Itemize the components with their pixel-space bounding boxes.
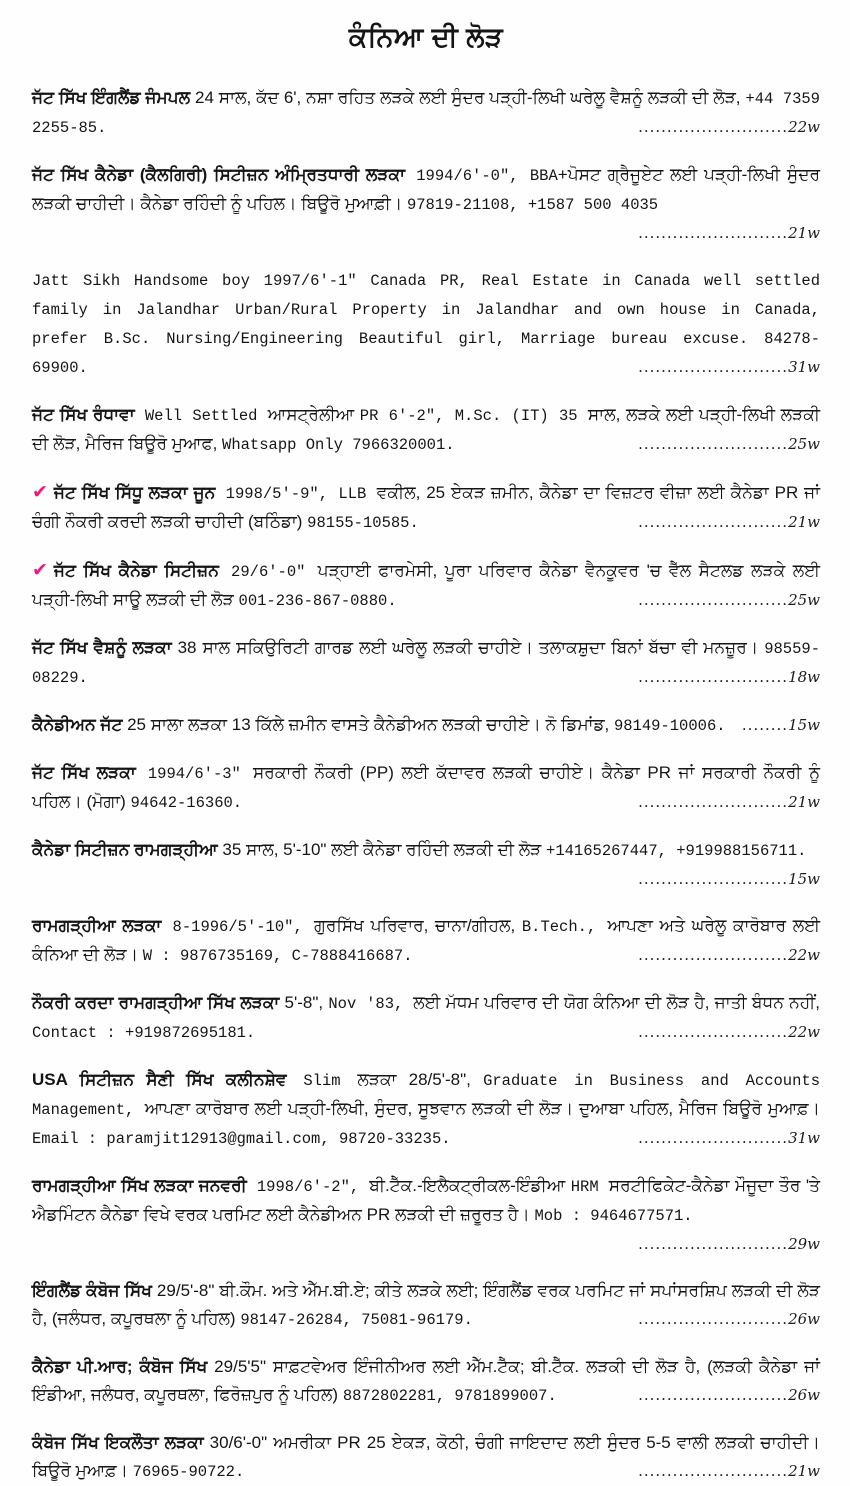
leader-dots: ..........................: [638, 870, 789, 888]
ad-latin-text: 98149-10006.: [613, 717, 726, 735]
ad-lead-text: ਕੈਨੇਡੀਅਨ ਜੱਟ: [32, 715, 123, 734]
ad-latin-text: 1998/5'-9", LLB: [215, 485, 377, 503]
leader-dots: ..........................: [638, 435, 789, 453]
leader-dots: ..........................: [638, 358, 789, 376]
word-count-value: 18w: [788, 668, 820, 686]
ad-lead-text: ਇੰਗਲੈਂਡ ਕੰਬੋਜ ਸਿੱਖ: [32, 1281, 152, 1300]
classified-ad: [32, 1353, 820, 1410]
word-count-value: 21w: [788, 1462, 820, 1480]
leader-dots: ..........................: [638, 1462, 789, 1480]
ad-latin-text: 1994/6'-3": [135, 765, 253, 783]
ad-latin-text: Whatsapp Only 7966320001.: [222, 436, 455, 454]
ad-lead-text: ਰਾਮਗੜ੍ਹੀਆ ਸਿੱਖ ਲੜਕਾ ਜਨਵਰੀ: [32, 1176, 247, 1195]
ad-latin-text: 98147-26284, 75081-96179.: [240, 1311, 473, 1329]
ad-body-text: ਲੜਕਾ 28/5'-8",: [357, 1070, 484, 1089]
ad-latin-text: 98155-10585.: [307, 514, 419, 532]
word-count-value: 21w: [788, 513, 820, 531]
ad-latin-text: W : 9876735169, C-7888416687.: [142, 947, 413, 965]
ad-body-text: ਆਪਣਾ ਕਾਰੋਬਾਰ ਲਈ ਪੜ੍ਹੀ-ਲਿਖੀ, ਸੁੰਦਰ, ਸੂਝਵਾਨ ਲੜਕੀ ਦੀ ਲੋੜ। ਦੁਆਬਾ ਪਹਿਲ, ਮੈਰਿਜ ਬਿਊਰੋ ਮੁਆਫ਼।: [144, 1099, 820, 1118]
leader-dots: ..........................: [638, 1023, 789, 1041]
ad-body-text: 29/5'5" ਸਾਫ਼ਟਵੇਅਰ ਇੰਜੀਨੀਅਰ ਲਈ ਐੱਮ.ਟੈੱਕ; ਬੀ.ਟੈੱਕ. ਲੜਕੀ ਦੀ ਲੋੜ ਹੈ, (ਲੜਕੀ ਕੈਨੇਡਾ ਜਾਂ ਇੰਡੀਆ, ਜਲੰਧਰ, ਕਪੂਰਥਲਾ, ਫਿਰੋਜ਼ਪੁਰ ਨੂੰ ਪਹਿਲ): [32, 1357, 820, 1404]
ad-latin-text: 98559-08229.: [32, 640, 820, 687]
ad-latin-text: Contact : +919872695181.: [32, 1024, 256, 1042]
word-count: [638, 219, 820, 247]
word-count: [638, 508, 820, 536]
ad-lead-text: ਕੈਨੇਡਾ ਸਿਟੀਜ਼ਨ ਰਾਮਗੜ੍ਹੀਆ: [32, 840, 218, 859]
ad-body-text: 25 ਸਾਲਾ ਲੜਕਾ 13 ਕਿੱਲੇ ਜ਼ਮੀਨ ਵਾਸਤੇ ਕੈਨੇਡੀਅਨ ਲੜਕੀ ਚਾਹੀਏ। ਨੋ ਡਿਮਾਂਡ,: [122, 715, 614, 734]
ad-body-text: ਸਰਕਾਰੀ ਨੌਕਰੀ (PP) ਲਈ ਕੱਦਾਵਰ ਲੜਕੀ ਚਾਹੀਏ। ਕੈਨੇਡਾ PR ਜਾਂ ਸਰਕਾਰੀ ਨੌਕਰੀ ਨੂੰ ਪਹਿਲ। (ਮੋਗਾ): [32, 763, 820, 811]
word-count-value: 26w: [788, 1386, 820, 1404]
leader-dots: ..........................: [638, 1310, 789, 1328]
ad-body-text: ਪੜ੍ਹਾਈ ਫਾਰਮੇਸੀ, ਪੂਰਾ ਪਰਿਵਾਰ ਕੈਨੇਡਾ ਵੈਨਕੂਵਰ 'ਚ ਵੈੱਲ ਸੈਟਲਡ ਲੜਕੇ ਲਈ ਪੜ੍ਹੀ-ਲਿਖੀ ਸਾਊ ਲੜਕੀ ਦੀ ਲੋੜ: [32, 561, 821, 609]
classified-ad: [32, 711, 820, 740]
classified-ad: [32, 836, 820, 893]
ad-lead-text: ਰਾਮਗੜ੍ਹੀਆ ਲੜਕਾ: [32, 916, 162, 935]
word-count: [638, 663, 820, 691]
leader-dots: ..........................: [638, 1386, 789, 1404]
word-count: [638, 1457, 820, 1485]
word-count: [638, 586, 820, 614]
ad-latin-text: B.Tech.,: [521, 918, 608, 936]
ad-latin-text: Email : paramjit12913@gmail.com, 98720-33235.: [32, 1130, 451, 1148]
classified-ad: [32, 1172, 820, 1258]
ad-body-text: ਲਈ ਮੱਧਮ ਪਰਿਵਾਰ ਦੀ ਯੋਗ ਕੰਨਿਆ ਦੀ ਲੋੜ ਹੈ, ਜਾਤੀ ਬੰਧਨ ਨਹੀਂ,: [413, 993, 820, 1012]
word-count: [638, 1018, 820, 1046]
classified-ad: [32, 161, 820, 247]
ad-latin-text: 94642-16360.: [130, 794, 243, 812]
ad-latin-text: +14165267447, +919988156711.: [546, 842, 807, 860]
leader-dots: ..........................: [638, 668, 789, 686]
ad-latin-text: 76965-90722.: [132, 1463, 245, 1481]
leader-dots: ..........................: [638, 513, 789, 531]
ad-latin-text: 001-236-867-0880.: [238, 592, 397, 610]
classified-ad: [32, 1429, 820, 1486]
ad-latin-text: Mob : 9464677571.: [534, 1207, 693, 1225]
word-count: [638, 1230, 820, 1258]
word-count: [638, 430, 820, 458]
word-count-value: 21w: [788, 793, 820, 811]
ad-body-text: 38 ਸਾਲ ਸਕਿਉਰਿਟੀ ਗਾਰਡ ਲਈ ਘਰੇਲੂ ਲੜਕੀ ਚਾਹੀਏ। ਤਲਾਕਸ਼ੁਦਾ ਬਿਨਾਂ ਬੱਚਾ ਵੀ ਮਨਜ਼ੂਰ।: [171, 638, 765, 657]
classified-ad: [32, 266, 820, 382]
ad-lead-text: ਨੌਕਰੀ ਕਰਦਾ ਰਾਮਗੜ੍ਹੀਆ ਸਿੱਖ ਲੜਕਾ: [32, 993, 280, 1012]
word-count-value: 22w: [788, 1023, 820, 1041]
ad-latin-text: Slim: [286, 1072, 358, 1090]
classified-ad: [32, 84, 820, 142]
leader-dots: ..........................: [638, 224, 789, 242]
ad-latin-text: 8872802281, 9781899007.: [342, 1387, 557, 1405]
leader-dots: ........: [741, 716, 789, 734]
ad-lead-text: ਜੱਟ ਸਿੱਖ ਸਿੱਧੂ ਲੜਕਾ ਜੂਨ: [53, 483, 216, 502]
classified-ad: [32, 478, 820, 537]
leader-dots: ..........................: [638, 946, 789, 964]
ad-body-text: 29/5'-8" ਬੀ.ਕੌਮ. ਅਤੇ ਐੱਮ.ਬੀ.ਏ; ਕੀਤੇ ਲੜਕੇ ਲਈ; ਇੰਗਲੈਂਡ ਵਰਕ ਪਰਮਿਟ ਜਾਂ ਸਪਾਂਸਰਸ਼ਿਪ ਲੜਕੀ ਦੀ ਲੋੜ ਹੈ, (ਜਲੰਧਰ, ਕਪੂਰਥਲਾ ਨੂੰ ਪਹਿਲ): [32, 1281, 820, 1328]
word-count-value: 31w: [788, 358, 820, 376]
word-count: [638, 941, 820, 969]
word-count: [638, 788, 820, 816]
leader-dots: ..........................: [638, 1235, 789, 1253]
page-title: ਕੰਨਿਆ ਦੀ ਲੋੜ: [348, 22, 504, 52]
ad-lead-text: ਜੱਟ ਸਿੱਖ ਕੈਨੇਡਾ ਸਿਟੀਜ਼ਨ: [53, 561, 219, 580]
word-count: [638, 1305, 820, 1333]
ad-latin-text: 8-1996/5'-10",: [161, 918, 315, 936]
leader-dots: ..........................: [638, 118, 789, 136]
classified-ad: [32, 1277, 820, 1334]
ad-body-text: ਆਪਣਾ ਅਤੇ ਘਰੇਲੂ ਕਾਰੋਬਾਰ ਲਈ ਕੰਨਿਆ ਦੀ ਲੋੜ।: [32, 916, 820, 964]
word-count-value: 31w: [788, 1129, 820, 1147]
ad-lead-text: ਜੱਟ ਸਿੱਖ ਲੜਕਾ: [32, 763, 136, 782]
word-count-value: 21w: [788, 224, 820, 242]
word-count-value: 22w: [788, 946, 820, 964]
leader-dots: ..........................: [638, 793, 789, 811]
word-count-value: 29w: [788, 1235, 820, 1253]
word-count-value: 25w: [788, 435, 820, 453]
ad-body-text: ਬੀ.ਟੈੱਕ.-ਇਲੈਕਟ੍ਰੀਕਲ-ਇੰਡੀਆ: [369, 1176, 571, 1195]
word-count-value: 26w: [788, 1310, 820, 1328]
ad-latin-text: 1994/6'-0", BBA: [404, 167, 558, 185]
word-count: [742, 711, 820, 739]
word-count: [638, 865, 820, 893]
word-count: [638, 113, 820, 141]
ads-list: [32, 84, 820, 1486]
ad-lead-text: ਜੱਟ ਸਿੱਖ ਰੰਧਾਵਾ: [32, 405, 135, 424]
classified-ad: [32, 759, 820, 817]
ad-latin-text: Nov '83,: [328, 995, 414, 1013]
word-count-value: 15w: [788, 870, 820, 888]
ad-lead-text: ਜੱਟ ਸਿੱਖ ਵੈਸ਼ਨੂੰ ਲੜਕਾ: [32, 638, 172, 657]
ad-lead-text: USA ਸਿਟੀਜ਼ਨ ਸੈਣੀ ਸਿੱਖ ਕਲੀਨਸ਼ੇਵ: [32, 1070, 287, 1089]
ad-lead-text: ਜੱਟ ਸਿੱਖ ਕੈਨੇਡਾ (ਕੈਲਗਿਰੀ) ਸਿਟੀਜ਼ਨ ਅੰਮ੍ਰਿਤਧਾਰੀ ਲੜਕਾ: [32, 165, 405, 184]
word-count-value: 25w: [788, 591, 820, 609]
leader-dots: ..........................: [638, 1129, 789, 1147]
ad-body-text: ਗੁਰਸਿੱਖ ਪਰਿਵਾਰ, ਚਾਨਾ/ਗੀਹਲ,: [314, 916, 522, 935]
leader-dots: ..........................: [638, 591, 789, 609]
word-count-value: 22w: [788, 118, 820, 136]
ad-text: [32, 715, 726, 734]
ad-body-text: 30/6'-0" ਅਮਰੀਕਾ PR 25 ਏਕੜ, ਕੋਠੀ, ਚੰਗੀ ਜਾਇਦਾਦ ਲਈ ਸੁੰਦਰ 5-5 ਵਾਲੀ ਲੜਕੀ ਚਾਹੀਦੀ। ਬਿਊਰੋ ਮੁਆਫ਼।: [32, 1433, 820, 1480]
ad-lead-text: ਕੰਬੋਜ ਸਿੱਖ ਇਕਲੌਤਾ ਲੜਕਾ: [32, 1433, 204, 1452]
ad-text: [32, 1176, 820, 1224]
ad-text: [32, 840, 806, 859]
classified-ad: [32, 989, 820, 1047]
ad-latin-text: 1998/6'-2",: [246, 1178, 370, 1196]
ad-body-text: 5'-8",: [279, 993, 329, 1012]
classified-ad: [32, 912, 820, 970]
ad-body-text: ਸਾਲ, ਲੜਕੇ ਲਈ ਪੜ੍ਹੀ-ਲਿਖੀ ਲੜਕੀ ਦੀ ਲੋੜ, ਮੈਰਿਜ ਬਿਊਰੋ ਮੁਆਫ,: [32, 405, 820, 453]
ad-latin-text: +44 7359 2255-85.: [32, 90, 820, 137]
ad-body-text: 35 ਸਾਲ, 5'-10" ਲਈ ਕੈਨੇਡਾ ਰਹਿੰਦੀ ਲੜਕੀ ਦੀ ਲੋੜ: [217, 840, 547, 859]
ad-lead-text: ਜੱਟ ਸਿੱਖ ਇੰਗਲੈਂਡ ਜੰਮਪਲ: [32, 88, 191, 107]
classified-ad: [32, 401, 820, 459]
ad-latin-text: Well Settled: [134, 407, 268, 425]
ad-lead-text: ਕੈਨੇਡਾ ਪੀ.ਆਰ; ਕੰਬੋਜ ਸਿੱਖ: [32, 1357, 208, 1376]
ad-latin-text: HRM: [570, 1178, 609, 1196]
checkmark-icon: ✔: [32, 559, 48, 581]
word-count: [638, 1381, 820, 1409]
word-count: [638, 353, 820, 381]
ad-body-text: +ਪੋਸਟ ਗ੍ਰੈਜੂਏਟ ਲਈ ਪੜ੍ਹੀ-ਲਿਖੀ ਸੁੰਦਰ ਲੜਕੀ ਚਾਹੀਦੀ। ਕੈਨੇਡਾ ਰਹਿੰਦੀ ਨੂੰ ਪਹਿਲ। ਬਿਊਰੋ ਮੁਆਫ਼ੀ।: [32, 165, 820, 213]
classified-ad: [32, 634, 820, 692]
ad-latin-text: Jatt Sikh Handsome boy 1997/6'-1" Canada PR, Real Estate in Canada well settled family in Jalandhar Urban/Rural Property in Jalandhar and own house in Canada, prefer B.Sc. Nursing/Engineering Beautiful girl, Marriage bureau excuse. 84278-69900.: [32, 272, 820, 377]
ad-latin-text: 97819-21108, +1587 500 4035: [406, 196, 659, 214]
ad-body-text: ਆਸਟ੍ਰੇਲੀਆ: [267, 405, 360, 424]
ad-text: [32, 165, 820, 213]
classified-ad: [32, 556, 820, 615]
checkmark-icon: ✔: [32, 481, 48, 503]
word-count-value: 15w: [788, 716, 820, 734]
word-count: [638, 1124, 820, 1152]
ad-latin-text: Graduate in Business and Accounts Management,: [32, 1072, 821, 1119]
ad-latin-text: 29/6'-0": [218, 563, 318, 581]
classified-ad: [32, 1066, 820, 1153]
ad-latin-text: PR 6'-2", M.Sc. (IT) 35: [359, 407, 588, 425]
ad-body-text: 24 ਸਾਲ, ਕੱਦ 6', ਨਸ਼ਾ ਰਹਿਤ ਲੜਕੇ ਲਈ ਸੁੰਦਰ ਪੜ੍ਹੀ-ਲਿਖੀ ਘਰੇਲੂ ਵੈਸ਼ਨੂੰ ਲੜਕੀ ਦੀ ਲੋੜ,: [190, 88, 746, 107]
ad-body-text: ਸਰਟੀਫਿਕੇਟ-ਕੈਨੇਡਾ ਮੌਜੂਦਾ ਤੌਰ 'ਤੇ ਐਡਮਿੰਟਨ ਕੈਨੇਡਾ ਵਿਖੇ ਵਰਕ ਪਰਮਿਟ ਲਈ ਕੈਨੇਡੀਅਨ PR ਲੜਕੀ ਦੀ ਜ਼ਰੂਰਤ ਹੈ।: [32, 1176, 821, 1224]
ad-body-text: ਵਕੀਲ, 25 ਏਕੜ ਜ਼ਮੀਨ, ਕੈਨੇਡਾ ਦਾ ਵਿਜ਼ਟਰ ਵੀਜ਼ਾ ਲਈ ਕੈਨੇਡਾ PR ਜਾਂ ਚੰਗੀ ਨੌਕਰੀ ਕਰਦੀ ਲੜਕੀ ਚਾਹੀਦੀ (ਬਠਿੰਡਾ): [32, 483, 820, 531]
